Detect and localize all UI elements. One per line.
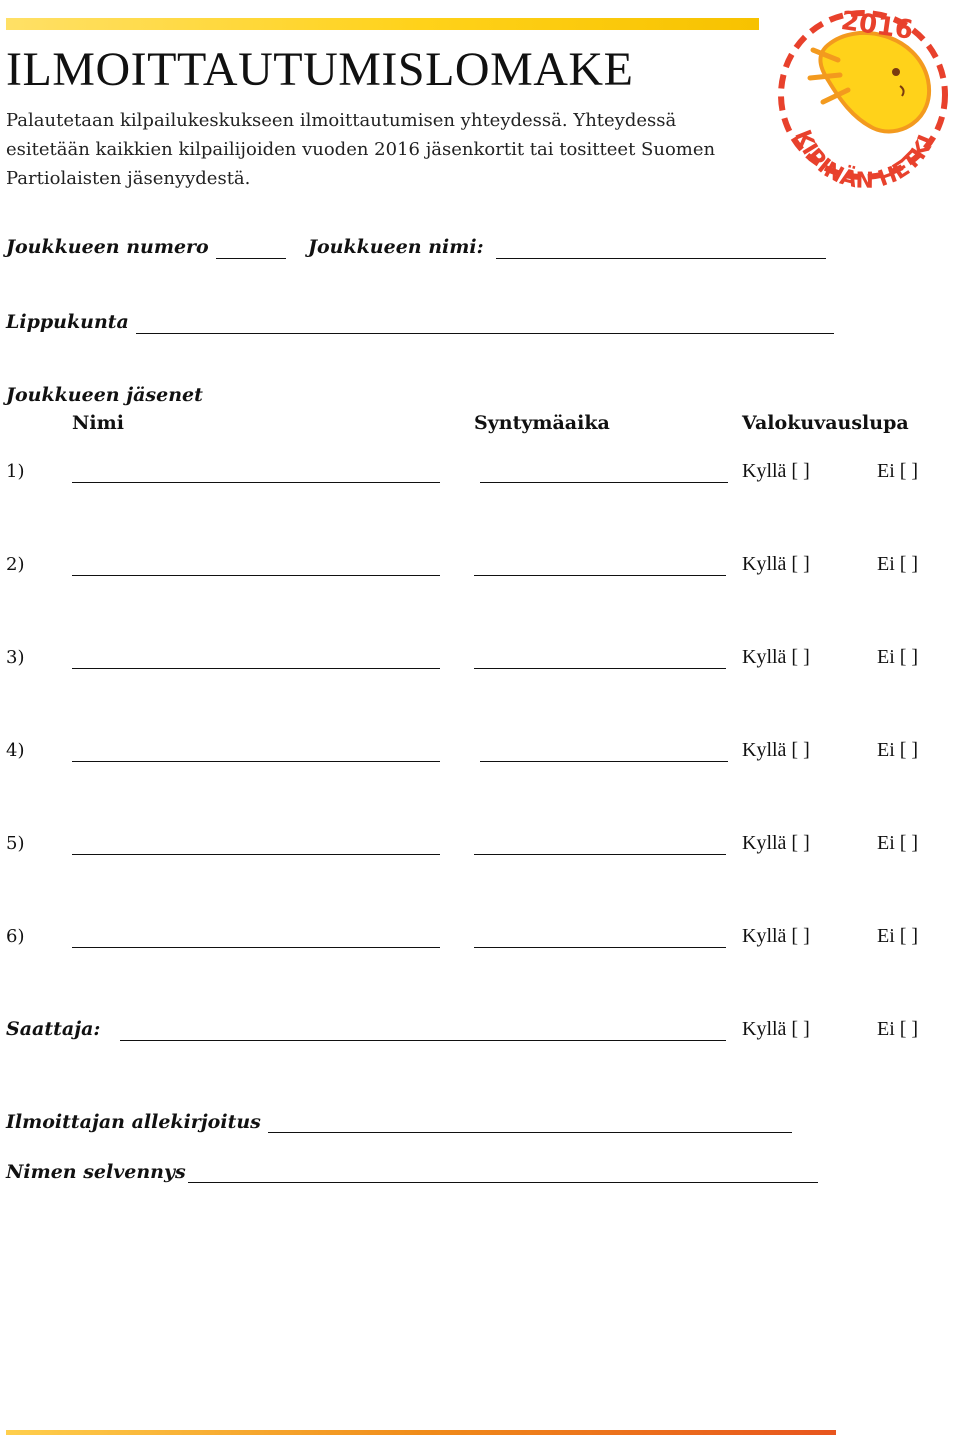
member-name-field[interactable] — [72, 761, 440, 762]
header-accent-bar — [6, 18, 759, 30]
member-number: 5) — [6, 833, 25, 854]
member-birthdate-field[interactable] — [474, 854, 726, 855]
photo-yes-checkbox[interactable]: Kyllä [ ] — [742, 739, 810, 761]
column-header-name: Nimi — [72, 412, 124, 434]
troop-label: Lippukunta — [6, 311, 129, 333]
member-birthdate-field[interactable] — [474, 575, 726, 576]
column-header-birthdate: Syntymäaika — [474, 412, 610, 434]
team-name-label: Joukkueen nimi: — [308, 236, 484, 258]
escort-photo-no-checkbox[interactable]: Ei [ ] — [877, 1018, 919, 1040]
photo-yes-checkbox[interactable]: Kyllä [ ] — [742, 553, 810, 575]
photo-no-checkbox[interactable]: Ei [ ] — [877, 553, 919, 575]
photo-no-checkbox[interactable]: Ei [ ] — [877, 646, 919, 668]
signature-field[interactable] — [268, 1132, 792, 1133]
photo-no-checkbox[interactable]: Ei [ ] — [877, 832, 919, 854]
photo-yes-checkbox[interactable]: Kyllä [ ] — [742, 925, 810, 947]
member-number: 4) — [6, 740, 25, 761]
page-title: ILMOITTAUTUMISLOMAKE — [6, 43, 634, 96]
team-number-field[interactable] — [216, 258, 286, 259]
photo-yes-checkbox[interactable]: Kyllä [ ] — [742, 832, 810, 854]
escort-photo-yes-checkbox[interactable]: Kyllä [ ] — [742, 1018, 810, 1040]
logo-year: 2016 — [838, 6, 915, 46]
kipinan-hetki-logo — [768, 0, 958, 190]
member-birthdate-field[interactable] — [480, 482, 728, 483]
intro-line: Palautetaan kilpailukeskukseen ilmoittautumisen yhteydessä. Yhteydessä — [6, 110, 677, 131]
member-name-field[interactable] — [72, 482, 440, 483]
escort-name-field[interactable] — [120, 1040, 726, 1041]
troop-field[interactable] — [136, 333, 834, 334]
escort-label: Saattaja: — [6, 1018, 101, 1040]
footer-accent-bar — [6, 1430, 836, 1435]
name-clarification-label: Nimen selvennys — [6, 1161, 186, 1183]
members-section-label: Joukkueen jäsenet — [6, 384, 203, 406]
member-number: 3) — [6, 647, 25, 668]
signature-label: Ilmoittajan allekirjoitus — [6, 1111, 261, 1133]
flame-shape — [820, 33, 929, 132]
column-header-photo-permission: Valokuvauslupa — [742, 412, 909, 434]
member-birthdate-field[interactable] — [474, 947, 726, 948]
intro-text — [6, 106, 736, 193]
flame-eye — [892, 68, 900, 76]
member-number: 6) — [6, 926, 25, 947]
member-name-field[interactable] — [72, 854, 440, 855]
member-birthdate-field[interactable] — [474, 668, 726, 669]
photo-no-checkbox[interactable]: Ei [ ] — [877, 925, 919, 947]
member-birthdate-field[interactable] — [480, 761, 728, 762]
intro-line: esitetään kaikkien kilpailijoiden vuoden 2016 jäsenkortit tai tositteet Suomen — [6, 139, 716, 160]
member-number: 2) — [6, 554, 25, 575]
member-name-field[interactable] — [72, 575, 440, 576]
logo-name-arc — [789, 127, 940, 190]
team-number-label: Joukkueen numero — [6, 236, 209, 258]
intro-line: Partiolaisten jäsenyydestä. — [6, 168, 251, 189]
photo-no-checkbox[interactable]: Ei [ ] — [877, 460, 919, 482]
member-number: 1) — [6, 461, 25, 482]
name-clarification-field[interactable] — [188, 1182, 818, 1183]
photo-yes-checkbox[interactable]: Kyllä [ ] — [742, 460, 810, 482]
photo-no-checkbox[interactable]: Ei [ ] — [877, 739, 919, 761]
member-name-field[interactable] — [72, 947, 440, 948]
member-name-field[interactable] — [72, 668, 440, 669]
logo-name: KIPINÄN HETKI — [789, 126, 940, 190]
team-name-field[interactable] — [496, 258, 826, 259]
photo-yes-checkbox[interactable]: Kyllä [ ] — [742, 646, 810, 668]
